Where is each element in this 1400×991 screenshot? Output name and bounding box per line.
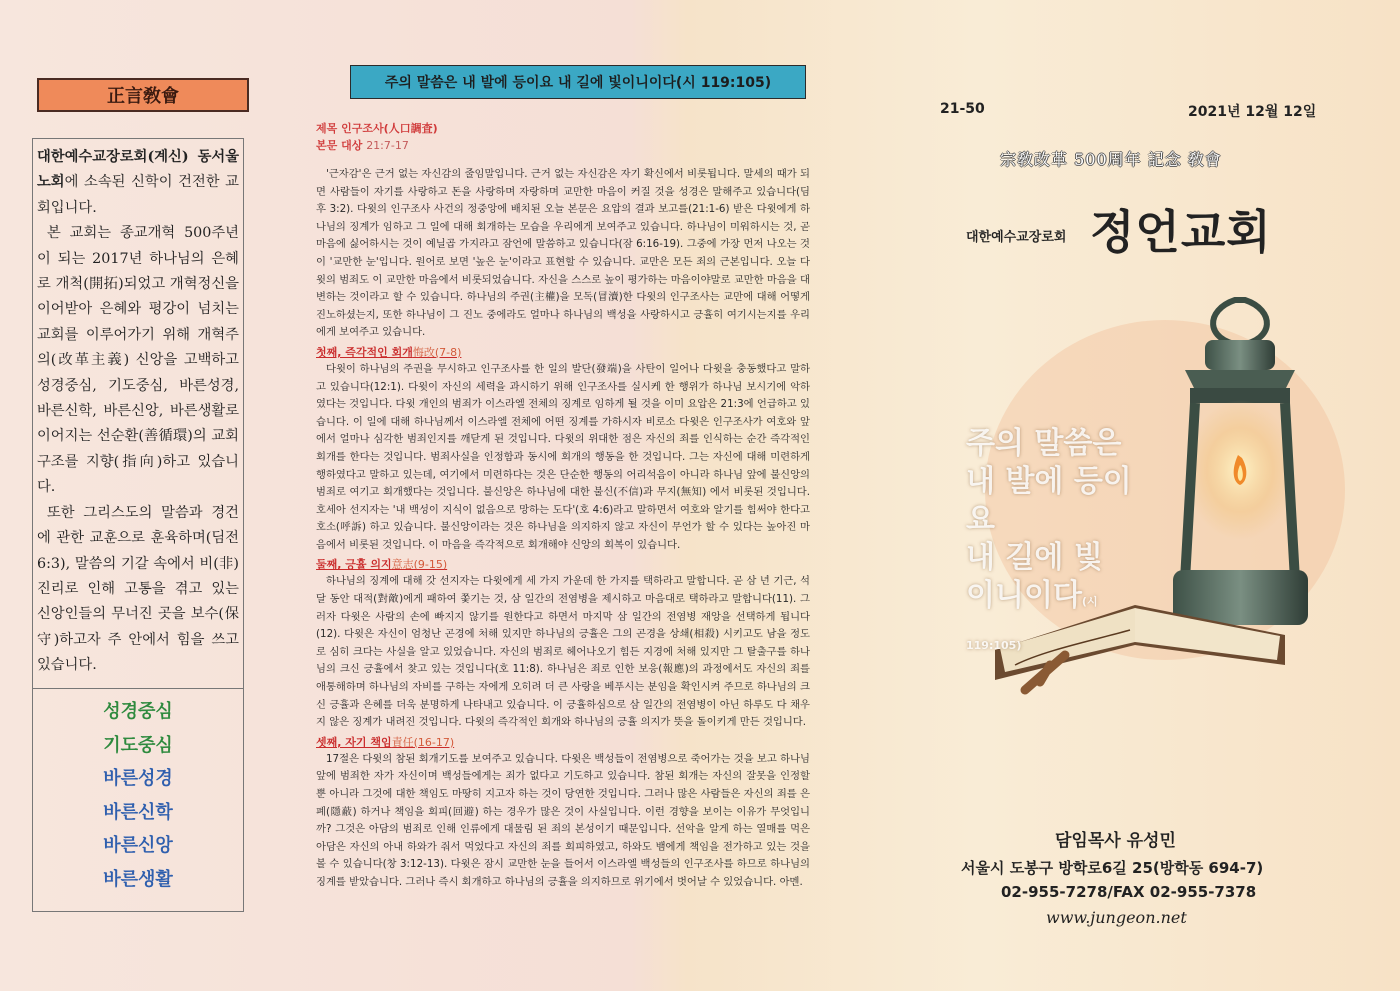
verse-banner: 주의 말씀은 내 발에 등이요 내 길에 빛이니이다(시 119:105) — [350, 65, 806, 99]
church-name-hanja-box: 正言敎會 — [37, 78, 249, 112]
overlay-reference: (시 119:105) — [966, 595, 1098, 652]
church-name: 정언교회 — [1090, 205, 1272, 259]
sermon-heading-3: 셋째, 자기 책임責任(16-17) — [316, 735, 455, 749]
sermon-paragraph-2: 하나님의 징계에 대해 갓 선지자는 다윗에게 세 가지 가운데 한 가지를 택하라고 말합니다. 곧 삼 년 기근, 석 달 동안 대적(對敵)에게 패하여 쫓기는 것, 삼 일간의 전염병을 제시하고 마음대로 택하라고 말합니다(11). 그러자 다윗은 사람의 손에 빠지지 않기를 원한다고 하면서 마지막 삼 일간의 전염병 재앙을 선택하게 됩니다(12). 다윗은 자신이 엄청난 곤경에 처해 있지만 하나님의 긍휼은 그의 곤경을 상쇄(相殺) 시키고도 남을 정도로 심히 크다는 사실을 알고 있었습니다. 자신의 범죄로 헤어나오기 힘든 지경에 처해 있지만 그 탈출구를 하나님의 크신 긍휼에서 찾고 있는 것입니다(호 11:8). 하나님은 죄로 인한 보응(報應)의 과정에서도 자신의 죄를 애통해하며 하나님의 자비를 구하는 자에게 오히려 더 큰 사랑을 베푸시는 분임을 확인시켜 주므로 하나님의 크신 긍휼과 은혜를 더욱 분명하게 나타내고 있습니다. 이 긍휼하심으로 삼 일간의 전염병이 아닌 하루도 다 채우지 않은 징계가 내려진 것입니다. 다윗의 즉각적인 회개와 하나님의 긍휼 의지가 뜻을 돌이키게 만든 것입니다. — [316, 575, 810, 729]
church-introduction — [32, 138, 244, 688]
motto-item: 바른신학 — [103, 801, 173, 823]
sermon-title-hanja: (人口調査) — [383, 122, 438, 135]
church-address: 서울시 도봉구 방학로6길 25(방학동 694-7) — [961, 859, 1264, 877]
intro-text-3: 또한 그리스도의 말씀과 경건에 관한 교훈으로 훈육하며(딤전 6:3), 말씀의 기갈 속에서 비(非) 진리로 인해 고통을 겪고 있는 신앙인들의 무너진 곳을 보수(保守)하고자 주 안에서 힘을 쓰고 있습니다. — [37, 504, 239, 674]
intro-text-2: 본 교회는 종교개혁 500주년이 되는 2017년 하나님의 은혜로 개척(開拓)되었고 개혁정신을 이어받아 은혜와 평강이 넘치는 교회를 이루어가기 위해 개혁주의(改革主義) 신앙을 고백하고 성경중심, 기도중심, 바른성경, 바른신학, 바른신앙, 바른생활로 이어지는 선순환(善循環)의 교회 구조를 지향(指向)하고 있습니다. — [37, 225, 239, 496]
church-phone: 02-955-7278/FAX 02-955-7378 — [1001, 883, 1257, 901]
reformation-subtitle: 宗敎改革 500周年 記念 敎會 — [1000, 150, 1222, 169]
verse-overlay — [966, 425, 1136, 665]
sermon-paragraph-3: 17절은 다윗의 참된 회개기도를 보여주고 있습니다. 다윗은 백성들이 전염병으로 죽어가는 것을 보고 하나님 앞에 범죄한 자가 자신이며 백성들에게는 죄가 없다고 기도하고 있습니다. 참된 회개는 자신의 잘못을 인정할 뿐 아니라 그것에 대한 책임도 마땅히 지고자 하는 것이 당연한 것입니다. 그러나 많은 사람들은 자신의 죄를 은폐(隱蔽) 하거나 책임을 회피(回避) 하는 경우가 많은 것이 사실입니다. 이런 경향을 보이는 이유가 무엇입니까? 그것은 아담의 범죄로 인해 인류에게 대물림 된 죄의 본성이기 때문입니다. 선악을 알게 하는 열매를 먹은 아담은 자신의 아내 하와가 줘서 먹었다고 자신의 죄를 회피하였고, 하와도 뱀에게 책임을 전가하고 있는 것을 볼 수 있습니다(창 3:12-13). 다윗은 잠시 교만한 눈을 들어서 이스라엘 백성들의 인구조사를 하므로 하나님의 징계를 받았습니다. 그러나 즉시 회개하고 하나님의 긍휼을 의지하므로 위기에서 벗어날 수 있었습니다. 아멘. — [316, 752, 810, 888]
issue-number: 21-50 — [940, 101, 985, 117]
pastor-name: 담임목사 유성민 — [1055, 831, 1176, 851]
motto-list — [32, 688, 244, 912]
church-website-link[interactable]: www.jungeon.net — [1046, 908, 1187, 927]
motto-item: 기도중심 — [103, 734, 173, 756]
overlay-line: 내 발에 등이요 — [966, 464, 1132, 537]
bulletin-date: 2021년 12월 12일 — [1188, 104, 1317, 120]
lantern-top — [1185, 370, 1295, 390]
sermon-heading-1: 첫째, 즉각적인 회개悔改(7-8) — [316, 345, 462, 359]
intro-denomination: 대한예수교장로회(계신) 동서울 노회 — [37, 149, 239, 191]
overlay-line: 내 길에 빛 — [966, 540, 1103, 575]
sermon-title: 제목 인구조사(人口調査) — [316, 122, 438, 135]
sermon-heading-2: 둘째, 긍휼 의지意志(9-15) — [316, 558, 448, 572]
motto-item: 성경중심 — [103, 701, 173, 722]
overlay-line: 주의 말씀은 — [966, 426, 1122, 461]
sermon-scripture-ref: 21:7-17 — [366, 139, 409, 152]
intro-text-1: 에 소속된 신학이 건전한 교회입니다. — [37, 174, 239, 216]
sermon-paragraph-1: 다윗이 하나님의 주권을 무시하고 인구조사를 한 일의 발단(發端)을 사탄이 일어나 다윗을 충동했다고 말하고 있습니다(12:1). 다윗이 자신의 세력을 과시하기 위해 인구조사를 실시케 한 행위가 하나님 보시기에 악하였다는 것입니다. 다윗 개인의 범죄가 이스라엘 전체의 징계로 임하게 될 것을 이미 요압은 21:3에 언급하고 있습니다. 이 일에 대해 하나님께서 이스라엘 전체에 어떤 징계를 가하시자 비로소 다윗은 인구조사가 여호와 앞에서 얼마나 심각한 범죄인지를 깨닫게 된 것입니다. 다윗의 위대한 점은 자신의 죄를 인식하는 순간 즉각적인 회개를 한다는 것입니다. 범죄사실을 인정함과 동시에 회개의 행동을 한 것입니다. 그는 자신에 대해 미련하게 행하였다고 말하고 있는데, 여기에서 미련하다는 것은 단순한 행동의 어리석음이 아니라 하나님 앞에 불신앙의 범죄로 여기고 회개했다는 것입니다. 불신앙은 하나님에 대한 불신(不信)과 무지(無知) 에서 비롯된 것입니다. 호세아 선지자는 '내 백성이 지식이 없음으로 망하는 도다'(호 4:6)라고 말하면서 여호와 알기를 힘써야 한다고 호소(呼訴) 하고 있습니다. 불신앙이라는 것은 하나님을 의지하지 않고 자신이 무언가 할 수 있다는 높아진 마음에서 비롯된 것입니다. 이 마음을 즉각적으로 회개해야 신앙의 회복이 있습니다. — [316, 362, 810, 551]
sermon-scripture: 본문 대상 21:7-17 — [316, 139, 409, 152]
motto-item: 바른성경 — [103, 768, 173, 789]
overlay-line: 이니이다 — [966, 578, 1082, 613]
left-panel — [0, 0, 270, 991]
lantern-cap — [1205, 340, 1275, 370]
motto-item: 바른생활 — [103, 868, 173, 890]
sermon-column — [316, 120, 810, 892]
denomination-label: 대한예수교장로회 — [966, 230, 1067, 245]
sermon-intro: '근자감'은 근거 없는 자신감의 줄임말입니다. 근거 없는 자신감은 자기 확신에서 비롯됩니다. 말세의 때가 되면 사람들이 자기를 사랑하고 돈을 사랑하며 자랑하며 교만한 마음이 커질 것을 성경은 말해주고 있습니다(딤후 3:2). 다윗의 인구조사 사건의 정중앙에 배치된 오늘 본문은 요압의 결과 보고를(21:1-6) 받은 다윗에게 하나님의 징계가 임하고 그 일에 대해 회개하는 모습을 우리에게 보여주고 있습니다. 하나님이 미워하시는 것, 곧 마음에 싫어하시는 것이 예닐곱 가지라고 잠언에 말씀하고 있습니다(잠 6:16-19). 그중에 가장 먼저 나오는 것이 '교만한 눈'입니다. 원어로 보면 '높은 눈'이라고 표현할 수 있습니다. 교만은 모든 죄의 근본입니다. 오늘 다윗의 범죄도 이 교만한 마음에서 비롯되었습니다. 자신을 스스로 높이 평가하는 마음이야말로 교만한 마음을 대변하는 것이라고 할 수 있습니다. 하나님의 주권(主權)을 모독(冒瀆)한 다윗의 인구조사는 교만에 대해 어떻게 진노하셨는지, 또한 하나님이 그 진노 중에라도 얼마나 하나님의 백성을 사랑하시고 긍휼히 여기시는지를 우리에게 보여주고 있습니다. — [316, 168, 810, 339]
motto-item: 바른신앙 — [103, 835, 173, 856]
